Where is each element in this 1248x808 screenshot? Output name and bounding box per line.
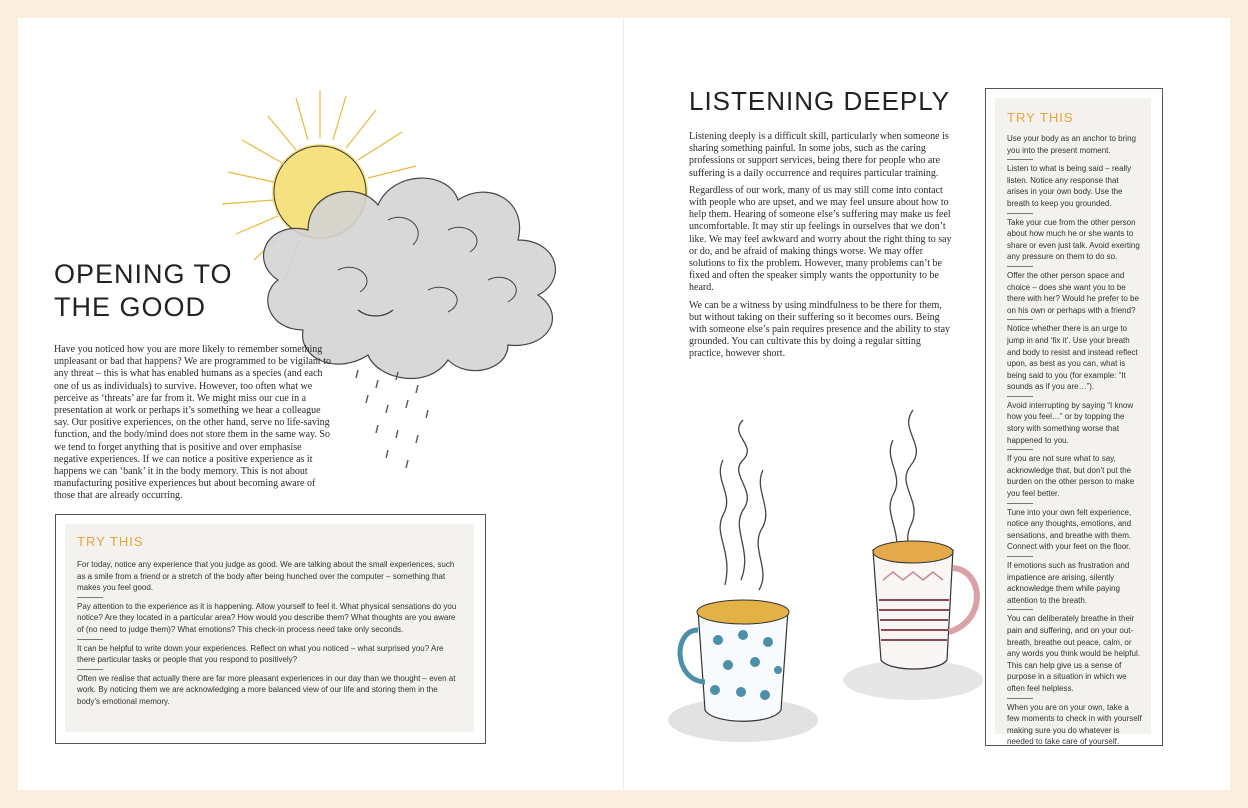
left-try-separator — [77, 639, 103, 640]
left-try-separator — [77, 669, 103, 670]
left-try-separator — [77, 597, 103, 598]
right-try-separator — [1007, 159, 1033, 160]
left-title-line2: THE GOOD — [54, 292, 207, 322]
right-try-separator — [1007, 449, 1033, 450]
right-try-this-title: TRY THIS — [1007, 110, 1074, 125]
right-paragraph-1: Listening deeply is a difficult skill, particularly when someone is sharing something painful. In some jobs, such as the caring professions or support services, being there for people who are suffering is a daily occurrence and requires particular training. — [689, 131, 949, 179]
left-try-item-3: It can be helpful to write down your experiences. Reflect on what you noticed – what surprised you? Are there particular tasks or people that you respond to positively? — [77, 643, 444, 665]
right-try-item-9: If emotions such as frustration and impatience are arising, silently acknowledge them while paying attention to the breath. — [1007, 561, 1130, 605]
left-try-item-1: For today, notice any experience that you judge as good. We are talking about the small experiences, such as a smile from a friend or a stretch of the body after being hunched over the computer – something that makes you feel good. — [77, 560, 455, 593]
left-try-item-2: Pay attention to the experience as it is happening. Allow yourself to feel it. What physical sensations do you notice? Are they located in a particular area? How would you describe them? What thoughts are you aware of (no need to judge them)? What emotions? This check-in process need take only seconds. — [77, 601, 457, 634]
left-title — [54, 258, 233, 324]
left-try-this-box — [55, 514, 486, 744]
right-try-item-2: Listen to what is being said – really listen. Notice any response that arises in your own body. Use the breath to keep you grounded. — [1007, 164, 1132, 208]
right-try-separator — [1007, 609, 1033, 610]
right-try-item-8: Tune into your own felt experience, notice any thoughts, emotions, and sensations, and breathe with them. Connect with your feet on the floor. — [1007, 507, 1132, 552]
right-try-separator — [1007, 556, 1033, 557]
right-paragraph-2: Regardless of our work, many of us may still come into contact with people who are upset, and we may feel unsure about how to help them. Hearing of someone else’s suffering may make us feel uncomfortable. It may stir up feelings in ourselves that we don’t like. We may feel awkward and worry about the right thing to say or do, and be afraid of making things worse. We may offer solutions to fix the problem. However, many problems can’t be fixed and often the speaker simply wants the opportunity to be heard. — [689, 184, 952, 294]
right-title: LISTENING DEEPLY — [689, 86, 951, 116]
right-try-item-5: Notice whether there is an urge to jump in and ‘fix it’. Use your breath and body to resist and instead reflect upon, as best as you can, what is being said to you (for example: “It sounds as if you are…”). — [1007, 324, 1138, 392]
right-try-item-4: Offer the other person space and choice – does she want you to be there with her? Would he prefer to be on his own or perhaps with a friend? — [1007, 270, 1139, 315]
left-try-this-panel — [65, 524, 474, 732]
mugs-illustration — [643, 400, 983, 780]
right-try-separator — [1007, 319, 1033, 320]
left-try-this-title: TRY THIS — [77, 534, 144, 549]
left-intro — [54, 344, 336, 508]
right-try-separator — [1007, 213, 1033, 214]
right-try-this-panel — [995, 98, 1151, 747]
left-intro-paragraph: Have you noticed how you are more likely to remember something unpleasant or bad that happens? We are programmed to be vigilant to any threat – this is what has enabled humans as a species (and each one of us as individuals) to survive. However, too often what we perceive as ‘threats’ are far from it. We might miss our cue in a presentation at work or perhaps it’s something we hear a colleague say. Our positive experiences, on the other hand, serve no life-saving function, and the body/mind does not store them in the same way. So we tend to forget anything that is positive and over emphasise negative experiences. If we can notice a positive experience as it happens we can ‘bank’ it in the body memory. This is not about manufacturing positive experiences but about becoming aware of those that are already occurring. — [54, 344, 331, 502]
right-body — [689, 131, 957, 366]
left-try-item-4: Often we realise that actually there are far more pleasant experiences in our day than we thought – even at work. By noticing them we are acknowledging a more balanced view of our life and storing them in the body’s emotional memory. — [77, 673, 456, 706]
right-try-separator — [1007, 266, 1033, 267]
right-try-separator — [1007, 503, 1033, 504]
right-try-item-3: Take your cue from the other person about how much he or she wants to share or even just talk. Avoid exerting any pressure on them to do so. — [1007, 217, 1140, 262]
magazine-spread — [18, 18, 1230, 790]
right-try-separator — [1007, 698, 1033, 699]
right-try-item-10: You can deliberately breathe in their pain and suffering, and on your out-breath, breathe out peace, calm, or any words you think would be helpful. This can help give us a sense of purpose in a situation in which we often feel helpless. — [1007, 614, 1140, 693]
rain-icon — [356, 370, 428, 468]
right-paragraph-3: We can be a witness by using mindfulness to be there for them, but without taking on their suffering so it becomes ours. Being with someone else’s pain requires presence and the ability to stay grounded. You can cultivate this by doing a regular sitting practice, however short. — [689, 299, 951, 360]
right-try-this-box — [985, 88, 1163, 746]
right-try-item-1: Use your body as an anchor to bring you into the present moment. — [1007, 134, 1136, 155]
left-title-line1: OPENING TO — [54, 259, 233, 289]
page-gutter — [623, 18, 624, 790]
right-try-separator — [1007, 396, 1033, 397]
mug-icon — [668, 541, 983, 742]
right-try-item-11: When you are on your own, take a few moments to check in with yourself making sure you do whatever is needed to take care of yourself. — [1007, 702, 1142, 747]
right-try-item-6: Avoid interrupting by saying “I know how you feel…” or by topping the story with something worse that happened to you. — [1007, 400, 1134, 445]
right-try-item-7: If you are not sure what to say, acknowledge that, but don’t put the burden on the other person to make you feel better. — [1007, 454, 1135, 499]
